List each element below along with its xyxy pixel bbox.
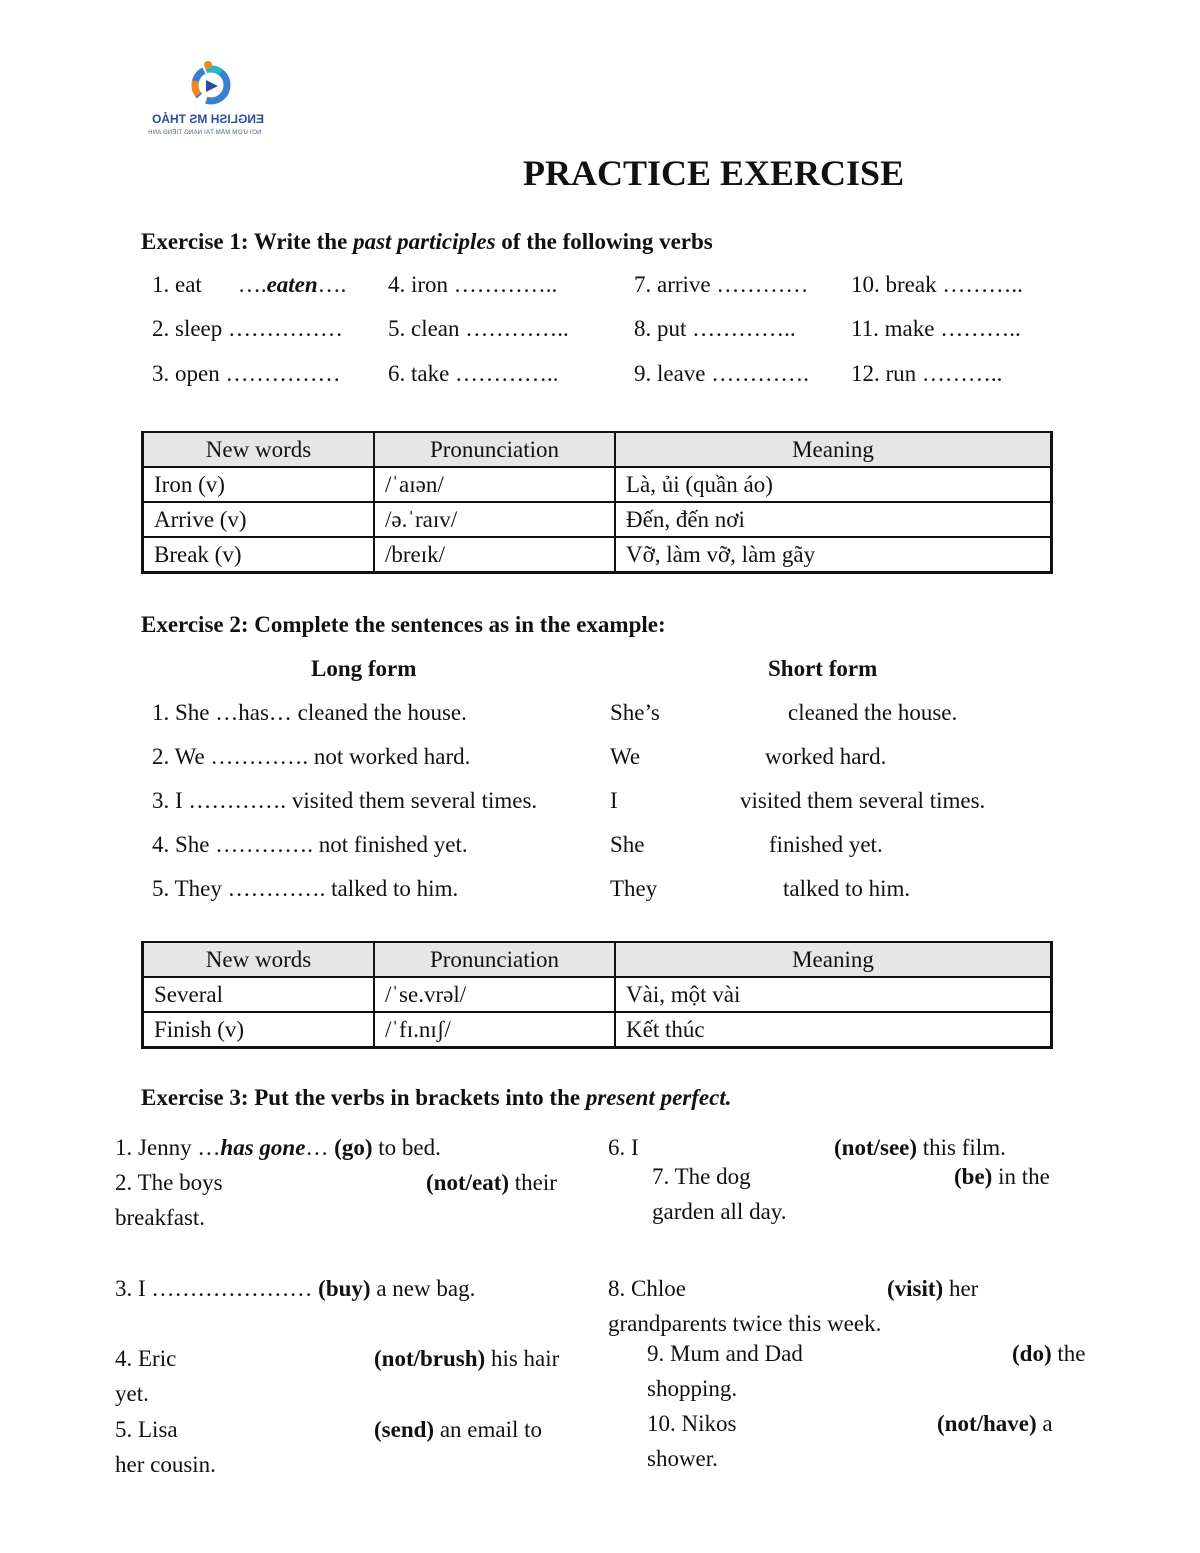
ex2-long-3: 3. I …………. visited them several times. (152, 788, 538, 813)
table-row (143, 537, 1052, 573)
ex3-sentence-8-verb (887, 1276, 978, 1302)
verb-prompt: (visit) (887, 1276, 944, 1301)
ex2-short-rest-3: visited them several times. (740, 788, 986, 813)
sentence-text: a (1036, 1411, 1053, 1436)
ex3-sentence-7-verb (954, 1164, 1050, 1190)
cell-meaning: Kết thúc (615, 1012, 1052, 1048)
ex3-sentence-9-verb (1012, 1341, 1085, 1367)
cell-word: Finish (v) (143, 1012, 375, 1048)
long-form-header: Long form (311, 656, 417, 681)
table-row (143, 467, 1052, 502)
exercise1-heading (141, 229, 713, 255)
ex1-item-12: 12. run ……….. (851, 361, 1003, 386)
cell-pronunciation: /ə.ˈraɪv/ (374, 502, 615, 537)
verb-prompt: (not/eat) (426, 1170, 510, 1195)
exercise1-heading-emphasis: past participles (353, 229, 496, 254)
sentence-text: in the (992, 1164, 1050, 1189)
sentence-text: the (1051, 1341, 1086, 1366)
ex1-item-7: 7. arrive ………… (634, 272, 809, 297)
verb-prompt: (be) (954, 1164, 993, 1189)
verb-prompt: (do) (1012, 1341, 1052, 1366)
ex3-sentence-2-line2: breakfast. (115, 1205, 206, 1230)
ex1-item-2: 2. sleep …………… (152, 316, 344, 341)
ex3-sentence-10-line1: 10. Nikos (647, 1411, 737, 1436)
ex3-sentence-3 (115, 1276, 475, 1302)
ex1-item-10: 10. break ……….. (851, 272, 1023, 297)
sentence-text: their (509, 1170, 557, 1195)
ex2-long-4: 4. She …………. not finished yet. (152, 832, 468, 857)
ex1-item-9: 9. leave …………. (634, 361, 810, 386)
cell-meaning: Là, ủi (quần áo) (615, 467, 1052, 502)
cell-meaning: Đến, đến nơi (615, 502, 1052, 537)
cell-pronunciation: /ˈse.vrəl/ (374, 977, 615, 1012)
ex2-long-2: 2. We …………. not worked hard. (152, 744, 471, 769)
ex3-sentence-10-verb (937, 1411, 1053, 1437)
ex1-item-4: 4. iron ………….. (388, 272, 558, 297)
sentence-text: an email to (434, 1417, 542, 1442)
ex3-sentence-7-line1: 7. The dog (652, 1164, 751, 1189)
ex3-sentence-2-line1: 2. The boys (115, 1170, 223, 1195)
ex2-short-subject-5: They (610, 876, 658, 901)
ex3-sentence-4-verb (374, 1346, 559, 1372)
ex2-short-subject-1: She’s (610, 700, 660, 725)
cell-pronunciation: /ˈaɪən/ (374, 467, 615, 502)
ex3-sentence-9-line2: shopping. (647, 1376, 738, 1401)
sentence-text: 3. I ………………… (115, 1276, 319, 1301)
ex3-sentence-9-line1: 9. Mum and Dad (647, 1341, 803, 1366)
ex3-sentence-5-line2: her cousin. (115, 1452, 216, 1477)
page-title: PRACTICE EXERCISE (523, 153, 905, 193)
exercise3-heading-emphasis: present perfect. (585, 1085, 732, 1110)
cell-meaning: Vài, một vài (615, 977, 1052, 1012)
ex2-short-subject-4: She (610, 832, 645, 857)
ex1-item-label: 1. eat (152, 272, 202, 297)
logo-tagline: NƠI ƯƠM MẦM TÀI NĂNG TIẾNG ANH (148, 130, 262, 136)
ex2-short-rest-5: talked to him. (783, 876, 911, 901)
ex3-sentence-7-line2: garden all day. (652, 1199, 787, 1224)
ex2-long-5: 5. They …………. talked to him. (152, 876, 459, 901)
cell-word: Break (v) (143, 537, 375, 573)
exercise1-heading-text: Exercise 1: Write the (141, 229, 354, 254)
ex2-short-subject-3: I (610, 788, 618, 813)
verb-prompt: (buy) (318, 1276, 371, 1301)
sentence-text: to bed. (372, 1135, 441, 1160)
verb-prompt: (go) (334, 1135, 373, 1160)
ex3-sentence-5-verb (374, 1417, 542, 1443)
ex3-sentence-2-verb (426, 1170, 557, 1196)
col-new-words: New words (143, 942, 375, 977)
verb-prompt: (not/see) (834, 1135, 918, 1160)
cell-pronunciation: /ˈfɪ.nɪʃ/ (374, 1012, 615, 1048)
ex2-short-subject-2: We (610, 744, 641, 769)
verb-prompt: (not/have) (937, 1411, 1037, 1436)
ex2-short-rest-4: finished yet. (769, 832, 883, 857)
ex2-short-rest-1: cleaned the house. (788, 700, 958, 725)
sentence-text: her (943, 1276, 979, 1301)
sentence-text: a new bag. (370, 1276, 476, 1301)
sentence-text: this film. (917, 1135, 1006, 1160)
col-new-words: New words (143, 432, 375, 467)
ex1-item-1 (152, 272, 346, 298)
ex1-item-3: 3. open …………… (152, 361, 341, 386)
sentence-text: his hair (485, 1346, 560, 1371)
ex1-example-answer: eaten (266, 272, 318, 297)
ex3-sentence-6-verb (834, 1135, 1006, 1161)
ex3-sentence-6-line1: 6. I (608, 1135, 639, 1160)
ex3-sentence-4-line2: yet. (115, 1381, 149, 1406)
ex3-sentence-1 (115, 1135, 441, 1161)
ex3-sentence-5-line1: 5. Lisa (115, 1417, 178, 1442)
cell-word: Arrive (v) (143, 502, 375, 537)
sentence-text: … (305, 1135, 335, 1160)
table-header-row (143, 942, 1052, 977)
ex1-item-6: 6. take ………….. (388, 361, 559, 386)
exercise3-heading-text: Exercise 3: Put the verbs in brackets into the (141, 1085, 586, 1110)
logo-mark-icon (186, 58, 236, 108)
ex1-item-8: 8. put ………….. (634, 316, 796, 341)
vocab-table-2 (141, 941, 1053, 1049)
ex1-item-fill: …. (317, 272, 347, 297)
ex3-sentence-10-line2: shower. (647, 1446, 718, 1471)
cell-word: Iron (v) (143, 467, 375, 502)
ex3-sentence-8-line2: grandparents twice this week. (608, 1311, 882, 1336)
ex1-item-5: 5. clean ………….. (388, 316, 569, 341)
table-header-row (143, 432, 1052, 467)
table-row (143, 977, 1052, 1012)
cell-pronunciation: /breɪk/ (374, 537, 615, 573)
vocab-table-1 (141, 431, 1053, 574)
brand-logo (148, 58, 278, 140)
ex1-item-11: 11. make ……….. (851, 316, 1021, 341)
table-row (143, 502, 1052, 537)
table-row (143, 1012, 1052, 1048)
ex3-sentence-4-line1: 4. Eric (115, 1346, 177, 1371)
col-meaning: Meaning (615, 432, 1052, 467)
short-form-header: Short form (768, 656, 878, 681)
ex1-item-fill: …. (237, 272, 267, 297)
col-meaning: Meaning (615, 942, 1052, 977)
verb-prompt: (send) (374, 1417, 435, 1442)
verb-prompt: (not/brush) (374, 1346, 486, 1371)
logo-brand: ENGLISH MS THẢO (152, 112, 265, 126)
exercise1-heading-tail: of the following verbs (495, 229, 713, 254)
ex2-short-rest-2: worked hard. (765, 744, 887, 769)
exercise2-heading: Exercise 2: Complete the sentences as in the example: (141, 612, 666, 637)
cell-meaning: Vỡ, làm vỡ, làm gãy (615, 537, 1052, 573)
example-answer: has gone (220, 1135, 306, 1160)
ex3-sentence-8-line1: 8. Chloe (608, 1276, 686, 1301)
exercise3-heading (141, 1085, 731, 1111)
cell-word: Several (143, 977, 375, 1012)
ex2-long-1: 1. She …has… cleaned the house. (152, 700, 467, 725)
sentence-text: 1. Jenny … (115, 1135, 221, 1160)
col-pronunciation: Pronunciation (374, 432, 615, 467)
col-pronunciation: Pronunciation (374, 942, 615, 977)
